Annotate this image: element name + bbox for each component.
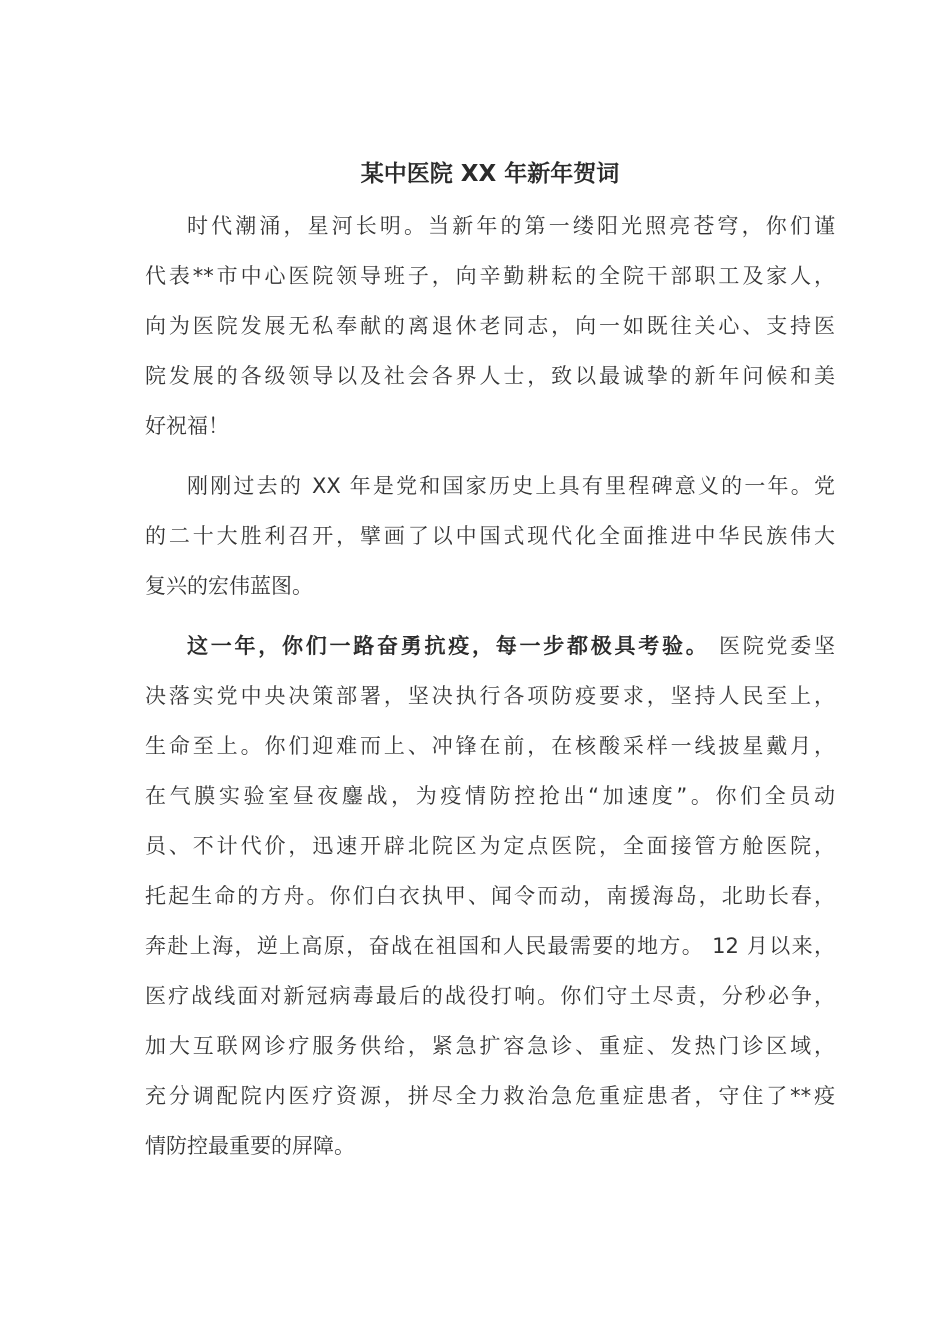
paragraph-line: 时代潮涌，星河长明。当新年的第一缕阳光照亮苍穹，你们谨 bbox=[187, 214, 835, 238]
paragraph-line: 的二十大胜利召开，擘画了以中国式现代化全面推进中华民族伟大 bbox=[145, 524, 835, 548]
paragraph-anti-epidemic bbox=[145, 621, 835, 1171]
paragraph-line: 托起生命的方舟。你们白衣执甲、闻令而动，南援海岛，北助长春， bbox=[145, 884, 835, 908]
paragraph-line: 充分调配院内医疗资源，拼尽全力救治急危重症患者，守住了**疫 bbox=[145, 1084, 835, 1108]
paragraph-line: 刚刚过去的 XX 年是党和国家历史上具有里程碑意义的一年。党 bbox=[187, 474, 835, 498]
paragraph-lead-sentence: 这一年，你们一路奋勇抗疫，每一步都极具考验。 bbox=[187, 634, 710, 658]
paragraph-line-rest: 医院党委坚 bbox=[719, 634, 836, 658]
paragraph-line: 向为医院发展无私奉献的离退休老同志，向一如既往关心、支持医 bbox=[145, 314, 835, 338]
paragraph-line: 情防控最重要的屏障。 bbox=[145, 1134, 355, 1158]
document-title: 某中医院 XX 年新年贺词 bbox=[360, 161, 620, 187]
paragraph-line: 加大互联网诊疗服务供给，紧急扩容急诊、重症、发热门诊区域， bbox=[145, 1034, 835, 1058]
paragraph-greeting bbox=[145, 201, 835, 451]
paragraph-line: 好祝福！ bbox=[145, 414, 229, 438]
paragraph-review bbox=[145, 461, 835, 611]
paragraph-first-line bbox=[145, 621, 835, 671]
paragraph-line: 医疗战线面对新冠病毒最后的战役打响。你们守土尽责，分秒必争， bbox=[145, 984, 835, 1008]
paragraph-line: 院发展的各级领导以及社会各界人士，致以最诚挚的新年问候和美 bbox=[145, 364, 835, 388]
paragraph-line: 奔赴上海，逆上高原，奋战在祖国和人民最需要的地方。 12 月以来， bbox=[145, 934, 835, 958]
paragraph-line: 生命至上。你们迎难而上、冲锋在前，在核酸采样一线披星戴月， bbox=[145, 734, 835, 758]
paragraph-line: 代表**市中心医院领导班子，向辛勤耕耘的全院干部职工及家人， bbox=[145, 264, 835, 288]
paragraph-line: 在气膜实验室昼夜鏖战，为疫情防控抢出“加速度”。你们全员动 bbox=[145, 784, 835, 808]
document-page bbox=[145, 150, 835, 1181]
paragraph-line: 复兴的宏伟蓝图。 bbox=[145, 574, 313, 598]
paragraph-line: 决落实党中央决策部署，坚决执行各项防疫要求，坚持人民至上， bbox=[145, 684, 835, 708]
paragraph-line: 员、不计代价，迅速开辟北院区为定点医院，全面接管方舱医院， bbox=[145, 834, 835, 858]
